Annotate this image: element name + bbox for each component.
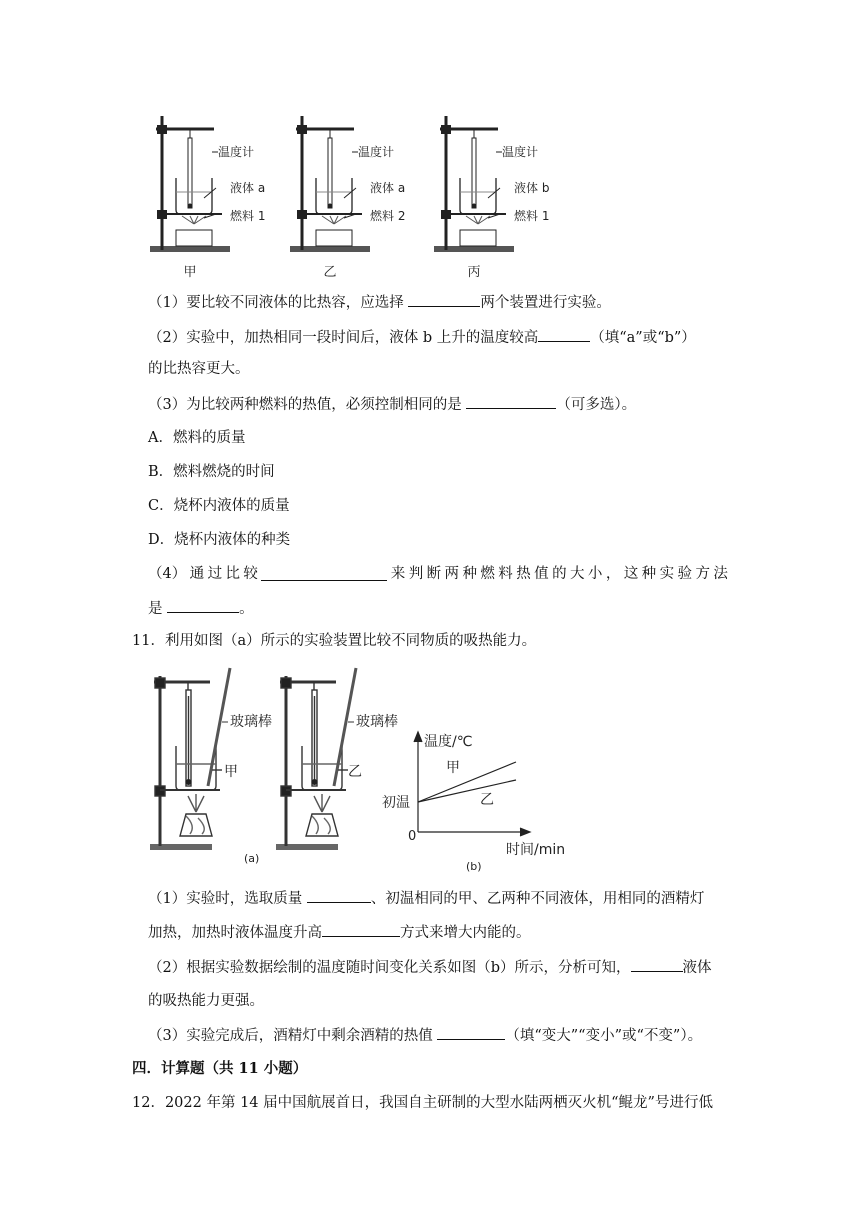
q12-stem: 12．2022 年第 14 届中国航展首日，我国自主研制的大型水陆两栖灭火机“鲲龙”号进行低 [132,1095,713,1111]
q10-option-a: A．燃料的质量 [148,430,246,446]
q10-part4-label: （4） [148,566,187,582]
line-yi [418,780,516,802]
answer-blank[interactable] [538,327,590,342]
q11-part2-after: 液体 [682,960,712,976]
thermometer-label: 温度计 [218,145,255,159]
q10-part4-char: 判 [408,566,424,582]
q10-part4-char: 验 [677,566,693,582]
q10-part4-char: 比 [225,566,240,582]
apparatus-1 [150,116,265,280]
q10-part1-before: （1）要比较不同液体的比热容，应选择 [148,295,409,311]
thermometer-label: 温度计 [502,145,539,159]
q10-part4-char: 较 [243,566,258,582]
line-jia [418,762,516,802]
q11-part3 [148,1025,702,1046]
q10-part4-char: 法 [713,566,728,582]
q10-part4-char: 热 [516,566,531,582]
q10-part3-before: （3）为比较两种燃料的热值，必须控制相同的是 [148,397,467,413]
apparatus-2 [290,116,405,280]
liquid-label: 液体 a [370,181,406,195]
q10-part2-before: （2）实验中，加热相同一段时间后，液体 b 上升的温度较高 [148,330,539,346]
q11-part1-line2-after: 方式来增大内能的。 [400,925,531,941]
q10-part4-char: 小 [587,566,603,582]
apparatus-left [150,668,230,850]
fuel-label: 燃料 1 [514,209,550,223]
answer-blank[interactable] [322,922,400,937]
figure-absorption-experiment [150,666,590,873]
q10-option-d: D．烧杯内液体的种类 [148,532,291,548]
fuel-label: 燃料 2 [370,209,406,223]
q10-part3-after: （可多选）。 [556,397,637,413]
liquid-label-right: 乙 [348,764,362,780]
rod-label-left: 玻璃棒 [230,714,272,730]
q10-part2 [148,327,696,348]
liquid-label: 液体 a [230,181,266,195]
q10-option-c: C．烧杯内液体的质量 [148,498,290,514]
q11-part3-before: （3）实验完成后，酒精灯中剩余酒精的热值 [148,1028,438,1044]
q10-part4-char: 来 [390,566,406,582]
q10-part1-after: 两个装置进行实验。 [480,295,611,311]
rod-label-right: 玻璃棒 [356,714,398,730]
q10-part4-char: 料 [498,566,513,582]
answer-blank[interactable] [307,888,371,903]
q10-part4 [148,564,728,584]
q11-stem: 11．利用如图（a）所示的实验装置比较不同物质的吸热能力。 [132,633,537,649]
q10-part1 [148,292,611,313]
graph-xlabel: 时间/min [506,842,566,858]
answer-blank[interactable] [437,1025,505,1040]
q10-part4-char: 断 [426,566,442,582]
caption-a: (a) [244,852,260,865]
q10-part4-char: 通 [189,566,205,582]
q10-part4-char: 种 [462,566,477,582]
q11-part1-before: （1）实验时，选取质量 [148,891,307,907]
q10-part4-char: 这 [623,566,639,582]
answer-blank[interactable] [631,957,683,972]
q10-part4-char: ， [605,566,621,582]
q11-part1-line2-before: 加热，加热时液体温度升高 [148,925,322,941]
graph-ylabel: 温度/℃ [424,734,473,750]
q10-part4-line2 [148,598,254,619]
answer-blank[interactable] [466,394,556,409]
graph-origin: 0 [408,829,417,844]
q10-part4-char: 两 [444,566,460,582]
section-title: 四．计算题（共 11 小题） [132,1060,308,1077]
q10-part4-line2-after: 。 [239,601,254,617]
caption-b: (b) [466,860,482,873]
q10-part4-char: 过 [207,566,223,582]
q10-part4-char: 燃 [480,566,495,582]
q11-part1-line2 [148,922,531,943]
q11-part2 [148,957,712,978]
q10-part4-char: 值 [534,566,549,582]
q10-part3 [148,394,636,415]
answer-blank[interactable] [167,598,239,613]
q10-part4-char: 实 [659,566,675,582]
figure-heating-apparatus [150,112,570,282]
apparatus-right [276,668,356,850]
liquid-label: 液体 b [514,181,550,195]
q10-part2-line2: 的比热容更大。 [148,361,250,377]
apparatus-3 [434,116,549,280]
fuel-label: 燃料 1 [230,209,266,223]
answer-blank[interactable] [408,292,480,307]
graph-initial-label: 初温 [382,795,410,811]
q10-part2-after: （填“a”或“b”） [590,330,696,346]
q11-part1-after: 、初温相同的甲、乙两种不同液体，用相同的酒精灯 [370,891,705,907]
q11-part3-after: （填“变大”“变小”或“不变”）。 [505,1028,703,1044]
q11-part2-before: （2）根据实验数据绘制的温度随时间变化关系如图（b）所示，分析可知， [148,960,631,976]
graph-line-label-yi: 乙 [480,792,494,808]
q10-part4-char: 大 [569,566,585,582]
q11-part1 [148,888,704,909]
liquid-label-left: 甲 [224,764,238,780]
q11-part2-line2: 的吸热能力更强。 [148,993,264,1009]
caption: 乙 [323,265,337,280]
q10-option-b: B．燃料燃烧的时间 [148,464,275,480]
caption: 甲 [183,265,197,280]
q10-part4-line2-before: 是 [148,601,168,617]
caption: 丙 [467,265,481,280]
q10-part4-char: 方 [695,566,710,582]
answer-blank[interactable] [261,566,387,581]
q10-part4-char: 种 [641,566,657,582]
q10-part4-char: 的 [552,566,567,582]
graph-line-label-jia: 甲 [446,760,460,776]
thermometer-label: 温度计 [358,145,395,159]
